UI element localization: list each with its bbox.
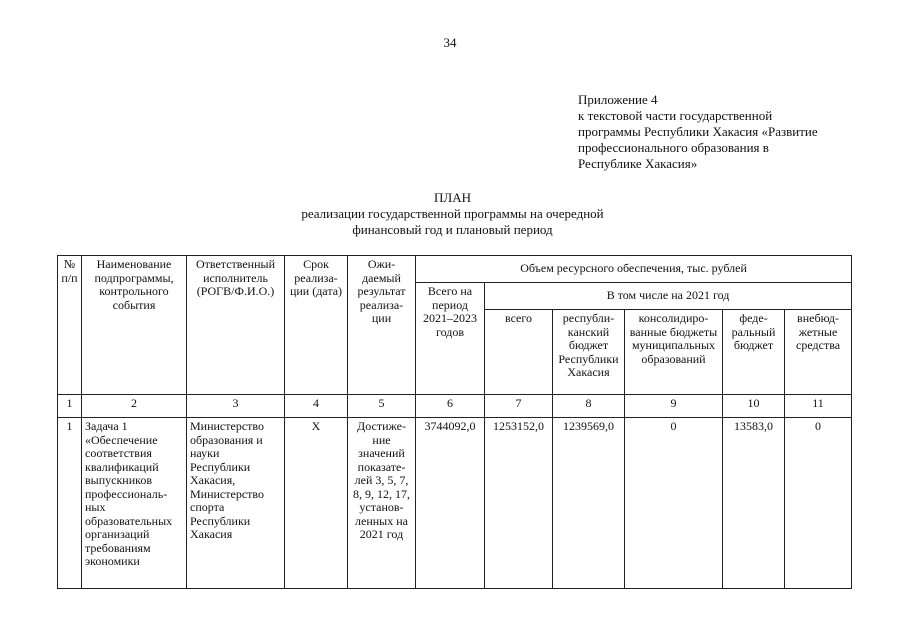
column-number: 1 bbox=[58, 395, 82, 418]
header-resources: Объем ресурсного обеспечения, тыс. рублей bbox=[416, 256, 852, 283]
annex-line: к текстовой части государственной bbox=[578, 108, 773, 123]
header-num: № п/п bbox=[58, 256, 82, 395]
column-number: 3 bbox=[187, 395, 285, 418]
header-municipal: консолидиро-ванные бюджеты муниципальных образований bbox=[625, 310, 723, 395]
annex-line: Приложение 4 bbox=[578, 92, 658, 107]
column-number: 10 bbox=[723, 395, 785, 418]
document-title bbox=[260, 190, 645, 238]
column-number: 5 bbox=[348, 395, 416, 418]
annex-line: программы Республики Хакасия «Развитие bbox=[578, 124, 818, 139]
header-extrabudget: внебюд-жетные средства bbox=[785, 310, 852, 395]
cell-municipal: 0 bbox=[625, 418, 723, 589]
header-expected: Ожи-даемый результат реализа-ции bbox=[348, 256, 416, 395]
cell-republic-budget: 1239569,0 bbox=[553, 418, 625, 589]
annex-line: Республике Хакасия» bbox=[578, 156, 698, 171]
column-number: 8 bbox=[553, 395, 625, 418]
column-number: 6 bbox=[416, 395, 485, 418]
header-total: всего bbox=[485, 310, 553, 395]
cell-total-period: 3744092,0 bbox=[416, 418, 485, 589]
column-number-row bbox=[58, 395, 852, 418]
header-total-period: Всего на период 2021–2023 годов bbox=[416, 283, 485, 395]
column-number: 9 bbox=[625, 395, 723, 418]
column-number: 4 bbox=[285, 395, 348, 418]
cell-total: 1253152,0 bbox=[485, 418, 553, 589]
header-term: Срок реализа-ции (дата) bbox=[285, 256, 348, 395]
annex-caption bbox=[578, 92, 878, 172]
title-line: финансовый год и плановый период bbox=[352, 222, 553, 237]
cell-expected: Достиже-ние значений показате-лей 3, 5, 7, 8, 9, 12, 17, установ-ленных на 2021 год bbox=[348, 418, 416, 589]
header-federal: феде-ральный бюджет bbox=[723, 310, 785, 395]
header-incl-2021: В том числе на 2021 год bbox=[485, 283, 852, 310]
column-number: 2 bbox=[82, 395, 187, 418]
page-number: 34 bbox=[443, 35, 457, 50]
cell-federal: 13583,0 bbox=[723, 418, 785, 589]
column-number: 7 bbox=[485, 395, 553, 418]
cell-extrabudget: 0 bbox=[785, 418, 852, 589]
cell-num: 1 bbox=[58, 418, 82, 589]
header-republic-budget: республи-канский бюджет Республики Хакасия bbox=[553, 310, 625, 395]
header-executor: Ответственный исполнитель (РОГВ/Ф.И.О.) bbox=[187, 256, 285, 395]
table-row bbox=[58, 418, 852, 589]
cell-executor: Министерство образования и науки Республики Хакасия, Министерство спорта Республики Хакасия bbox=[187, 418, 285, 589]
title-line: реализации государственной программы на очередной bbox=[301, 206, 604, 221]
title-heading: ПЛАН bbox=[434, 190, 471, 205]
header-name: Наименование подпрограммы, контрольного события bbox=[82, 256, 187, 395]
cell-term: Х bbox=[285, 418, 348, 589]
cell-name: Задача 1 «Обеспечение соответствия квалификаций выпускников профессиональ-ных образовательных организаций требованиям экономики bbox=[82, 418, 187, 589]
annex-line: профессионального образования в bbox=[578, 140, 769, 155]
column-number: 11 bbox=[785, 395, 852, 418]
plan-table bbox=[57, 255, 852, 589]
